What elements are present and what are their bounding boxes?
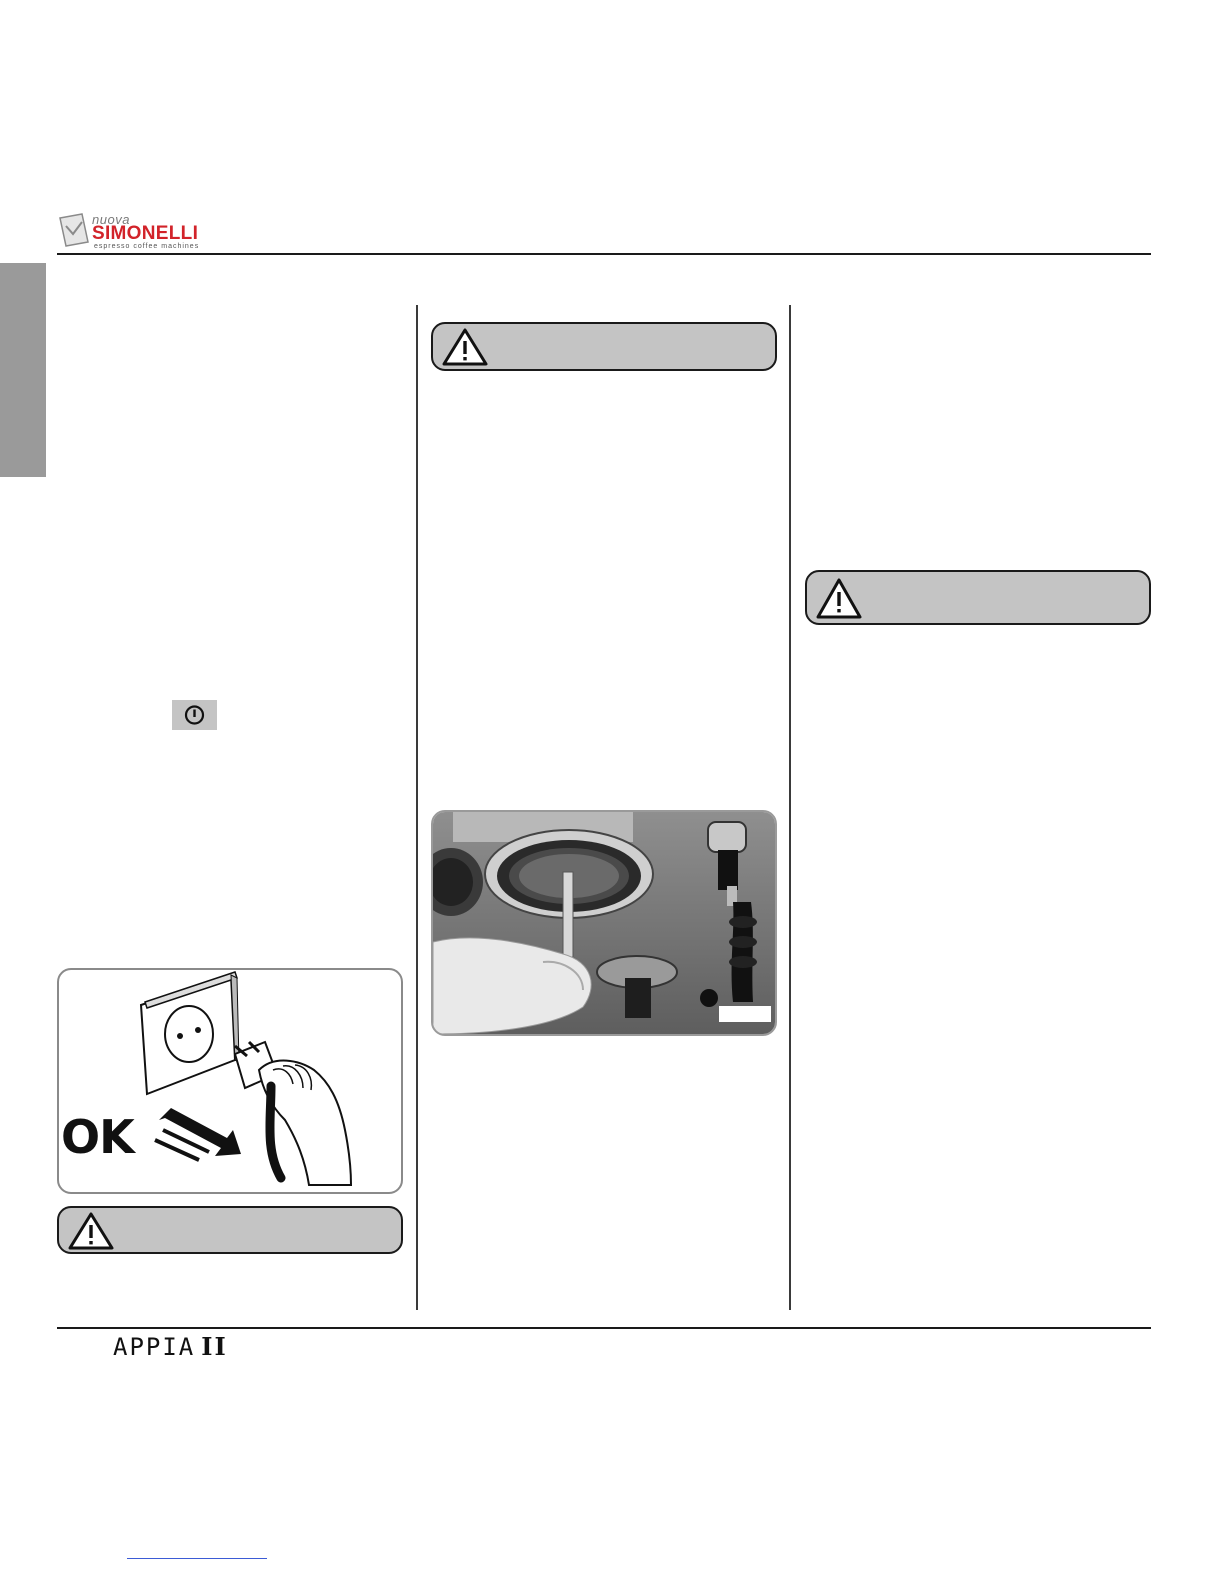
figure-ok-label: OK xyxy=(61,1110,134,1164)
warning-bar-middle xyxy=(431,322,777,371)
logo-small-text: nuova xyxy=(92,212,130,227)
warning-triangle-icon xyxy=(815,577,863,621)
warning-bar-right xyxy=(805,570,1151,625)
power-icon xyxy=(172,700,217,730)
footer-model-name xyxy=(113,1332,228,1361)
model-version: II xyxy=(201,1332,228,1361)
bottom-link-underline xyxy=(127,1558,267,1559)
model-name: APPIA xyxy=(113,1333,196,1361)
group-head-cleaning-photo xyxy=(433,812,775,1034)
logo-mark-icon xyxy=(58,212,92,248)
column-divider-right xyxy=(789,305,791,1310)
brand-logo xyxy=(58,212,233,250)
unplug-figure xyxy=(57,968,403,1194)
logo-brand-text: SIMONELLI xyxy=(92,223,199,244)
header-divider xyxy=(57,253,1151,255)
logo-tagline: espresso coffee machines xyxy=(94,243,200,250)
warning-triangle-icon xyxy=(441,327,489,367)
power-button-illustration xyxy=(172,700,217,730)
side-section-tab xyxy=(0,263,46,477)
column-divider-left xyxy=(416,305,418,1310)
footer-divider xyxy=(57,1327,1151,1329)
warning-bar-left xyxy=(57,1206,403,1254)
group-head-photo xyxy=(431,810,777,1036)
warning-triangle-icon xyxy=(67,1211,115,1251)
